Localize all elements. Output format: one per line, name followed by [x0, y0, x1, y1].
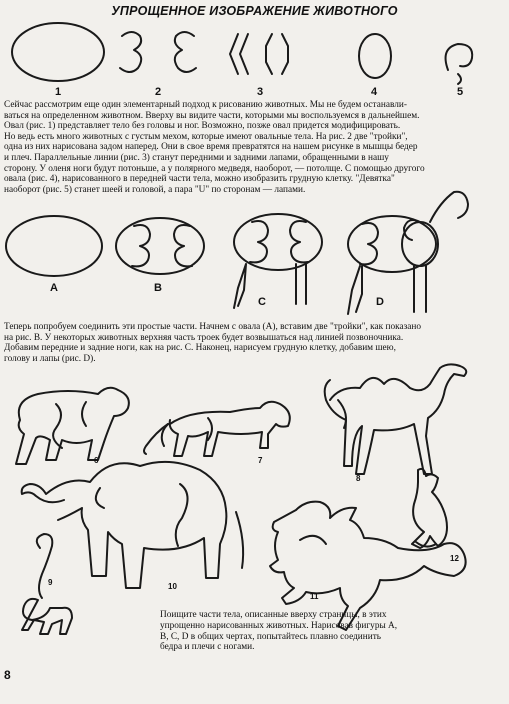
paragraph-intro: Сейчас рассмотрим еще один элементарный подход к рисованию животных. Мы не будем останавли- ваться на определенном животном. Вверху вы видите части, которыми мы воспользуемся в дальнейшем. Овал (рис. 1) представляет тело без головы и ног. Возможно, позже овал придется модифицировать. Но ведь есть много животных с густым мехом, которые имеют овальные тела. На рис. 2 две "тройки", одна из них нарисована задом наперед. Они в свое время превратятся на нашем рисунке в мышцы бедер и плеч. Параллельные линии (рис. 3) станут передними и задними лапами, обращенными в нашу сторону. У оленя ноги будут потоньше, а у полярного медведя, наоборот, — потолще. С помощью другого овала (рис. 4), нарисованного в передней части тела, можно изобразить грудную клетку. "Девятка" наоборот (рис. 5) станет шеей и головой, а пара "U" по сторонам — лапами.: [4, 100, 425, 195]
fig-label-3: 3: [256, 86, 264, 98]
fig-6-bear: [16, 388, 129, 464]
fig-label-4: 4: [370, 86, 378, 98]
fig-label-5: 5: [456, 86, 464, 98]
fig-label-10: 10: [168, 582, 177, 591]
paragraph-combine: Теперь попробуем соединить эти простые части. Начнем с овала (A), вставим две "тройки", как показано на рис. B. У некоторых животных верхняя часть троек будет возвышаться над линией позвоночника. Добавим передние и задние ноги, как на рис. C. Наконец, нарисуем грудную клетку, добавим шею, голову и лапы (рис. D).: [4, 322, 422, 364]
fig-label-2: 2: [154, 86, 162, 98]
fig-label-9: 9: [48, 578, 53, 587]
fig-B: [116, 218, 204, 274]
caption-exercise: Поищите части тела, описанные вверху страницы, в этих упрощенно нарисованных животных. Нарисовав фигуры A, B, C, D в общих чертах, попытайтесь плавно соединить бедра и плечи с ногами.: [160, 610, 398, 653]
fig-4-chest-oval: [359, 34, 391, 78]
fig-label-1: 1: [54, 86, 62, 98]
fig-D: [348, 192, 468, 314]
fig-3-parallel-lines: [230, 34, 288, 74]
fig-label-D: D: [376, 296, 384, 308]
fig-8-camel: [325, 364, 467, 474]
fig-label-7: 7: [258, 456, 263, 465]
fig-C: [234, 214, 322, 308]
fig-label-C: C: [258, 296, 266, 308]
fig-10-elephant: [22, 462, 243, 588]
fig-label-B: B: [154, 282, 162, 294]
fig-label-12: 12: [450, 554, 459, 563]
fig-label-6: 6: [94, 456, 99, 465]
fig-5-reverse-nine: [446, 44, 473, 84]
page-title: УПРОЩЕННОЕ ИЗОБРАЖЕНИЕ ЖИВОТНОГО: [111, 4, 398, 18]
fig-label-A: A: [50, 282, 58, 294]
fig-9-monkey: [22, 534, 72, 634]
fig-A-oval: [6, 216, 102, 276]
fig-1-oval: [12, 23, 104, 81]
page-number: 8: [4, 668, 11, 682]
fig-label-8: 8: [356, 474, 361, 483]
fig-7-lion: [144, 402, 290, 456]
fig-12-kangaroo: [412, 469, 447, 548]
fig-label-11: 11: [310, 592, 319, 601]
fig-2-threes: [120, 32, 196, 72]
